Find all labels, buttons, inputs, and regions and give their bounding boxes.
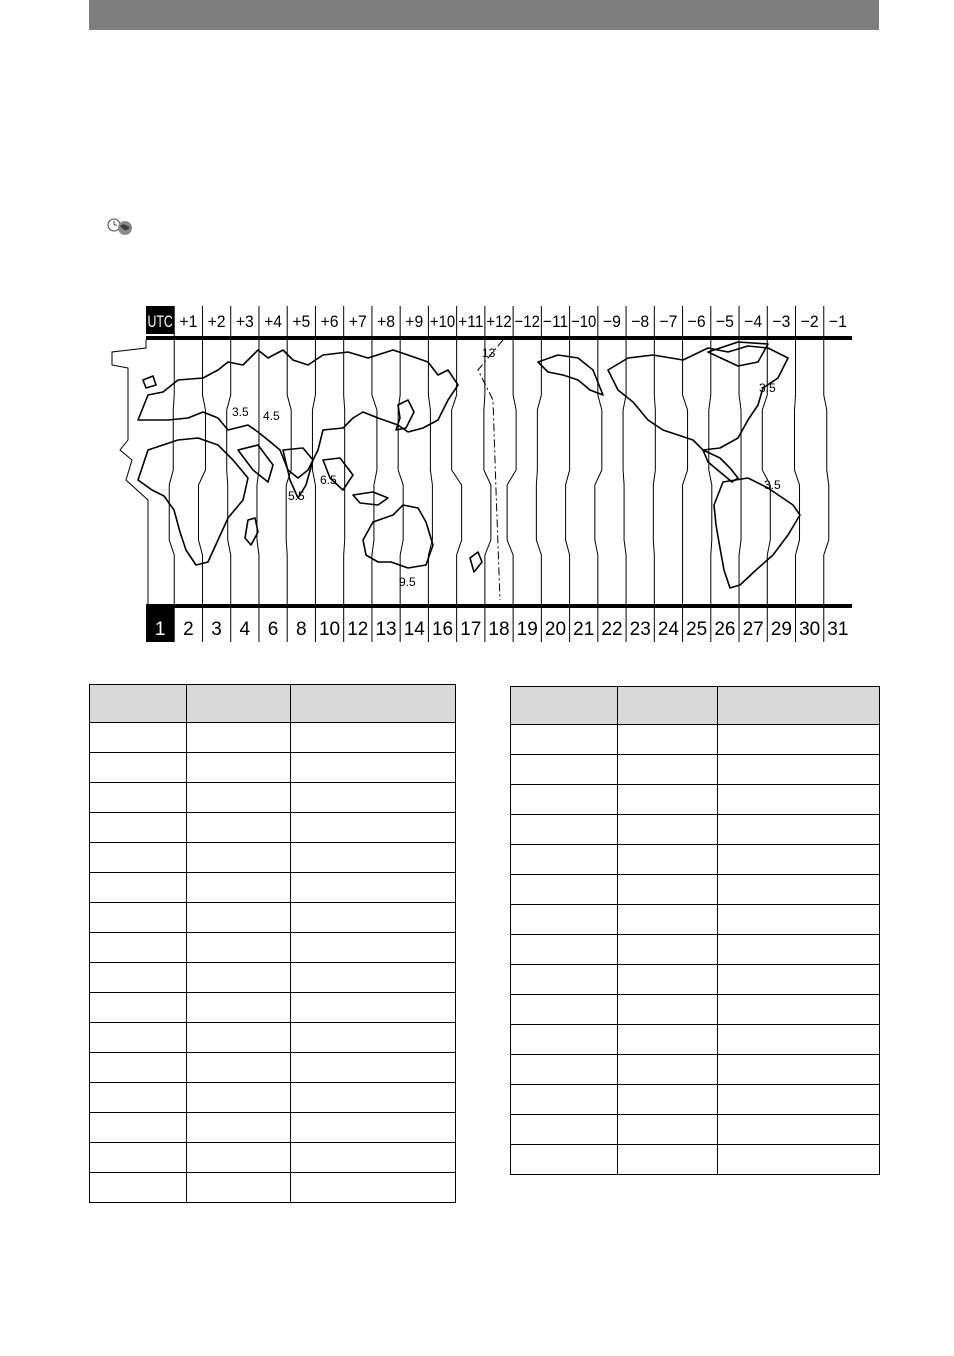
utc-offset-label: −3 (772, 312, 791, 331)
zone-boundary (595, 340, 602, 604)
table-cell (618, 935, 718, 965)
utc-offset-label: +6 (320, 312, 339, 331)
zone-boundary (683, 340, 688, 604)
table-cell (618, 1025, 718, 1055)
table-cell (718, 1145, 880, 1175)
area-code-label: 8 (296, 619, 307, 640)
table-cell (618, 755, 718, 785)
zone-boundary (824, 340, 829, 604)
area-code-label: 14 (403, 619, 425, 640)
utc-offset-label: −1 (828, 312, 847, 331)
table-row (90, 903, 456, 933)
table-cell (618, 965, 718, 995)
table-cell (187, 993, 291, 1023)
table-cell (511, 935, 618, 965)
table-row (90, 993, 456, 1023)
table-cell (187, 1173, 291, 1203)
utc-offset-label: −7 (659, 312, 678, 331)
zone-boundary (739, 340, 741, 604)
table-cell (187, 783, 291, 813)
table-cell (718, 1085, 880, 1115)
utc-offset-label: −11 (542, 312, 569, 331)
area-code-label: 12 (347, 619, 369, 640)
offset-note: 13 (482, 346, 496, 360)
area-code-label: 21 (573, 619, 595, 640)
zone-boundary (653, 340, 655, 604)
header-bar (89, 0, 879, 30)
table-header-cell (618, 687, 718, 725)
offset-note: 6.5 (320, 473, 337, 487)
zone-boundary (484, 340, 491, 604)
utc-offset-label: −6 (687, 312, 706, 331)
table-cell (90, 783, 187, 813)
zone-boundary (227, 340, 231, 604)
area-code-label: 23 (629, 619, 651, 640)
table-cell (618, 875, 718, 905)
table-cell (187, 1083, 291, 1113)
table-cell (90, 903, 187, 933)
table-cell (511, 1115, 618, 1145)
table-cell (187, 1023, 291, 1053)
table-cell (718, 815, 880, 845)
table-cell (618, 1115, 718, 1145)
table-cell (511, 725, 618, 755)
table-cell (291, 903, 456, 933)
table-cell (291, 753, 456, 783)
area-code-label: 3 (211, 619, 222, 640)
table-cell (291, 1113, 456, 1143)
table-cell (90, 1113, 187, 1143)
table-cell (291, 873, 456, 903)
table-cell (90, 1173, 187, 1203)
table-row (90, 1023, 456, 1053)
area-code-label: 17 (460, 619, 482, 640)
table-row (90, 813, 456, 843)
offset-note: 3.5 (764, 478, 781, 492)
table-row (511, 875, 880, 905)
area-code-label: 16 (431, 619, 454, 640)
table-row (511, 1115, 880, 1145)
table-cell (187, 933, 291, 963)
table-cell (291, 813, 456, 843)
table-cell (718, 1055, 880, 1085)
table-header-cell (718, 687, 880, 725)
zone-boundary (566, 340, 570, 604)
table-cell (718, 755, 880, 785)
zone-boundary (709, 340, 712, 604)
table-cell (90, 1053, 187, 1083)
table-row (511, 1025, 880, 1055)
area-code-label: 26 (714, 619, 736, 640)
table-cell (511, 965, 618, 995)
table-cell (291, 723, 456, 753)
world-time-icon (106, 218, 136, 236)
area-code-row (146, 608, 848, 642)
utc-offset-label: +1 (179, 312, 198, 331)
utc-offset-label: +4 (264, 312, 283, 331)
table-cell (90, 723, 187, 753)
table-cell (511, 1055, 618, 1085)
table-cell (187, 903, 291, 933)
zone-boundary (795, 340, 800, 604)
table-row (90, 1173, 456, 1203)
table-cell (187, 753, 291, 783)
table-cell (90, 753, 187, 783)
table-cell (90, 993, 187, 1023)
table-cell (291, 993, 456, 1023)
zone-boundary (507, 340, 516, 604)
table-cell (90, 873, 187, 903)
table-cell (618, 995, 718, 1025)
utc-offset-label: +2 (207, 312, 226, 331)
utc-offset-label: UTC (147, 312, 173, 331)
area-code-label: 29 (770, 619, 792, 640)
utc-offset-label: −4 (744, 312, 763, 331)
table-cell (291, 783, 456, 813)
table-cell (291, 843, 456, 873)
table-row (511, 1085, 880, 1115)
table-cell (718, 905, 880, 935)
table-cell (511, 995, 618, 1025)
table-cell (291, 1173, 456, 1203)
table-row (511, 905, 880, 935)
utc-offset-label: −2 (800, 312, 819, 331)
zone-boundary (169, 340, 174, 604)
area-code-label: 18 (488, 619, 510, 640)
table-cell (90, 1023, 187, 1053)
table-row (511, 785, 880, 815)
zone-boundary (344, 340, 345, 604)
utc-offset-label: −5 (715, 312, 734, 331)
offset-note: 3.5 (232, 405, 249, 419)
time-zone-table-right (510, 686, 880, 1175)
table-row (90, 753, 456, 783)
utc-offset-label: +5 (292, 312, 311, 331)
zone-boundary (452, 340, 462, 604)
table-cell (187, 963, 291, 993)
table-cell (511, 1025, 618, 1055)
table-cell (187, 843, 291, 873)
offset-note: 3.5 (759, 381, 776, 395)
table-row (511, 935, 880, 965)
table-row (511, 725, 880, 755)
zone-boundary (623, 340, 626, 604)
table-cell (718, 845, 880, 875)
area-code-label: 27 (742, 619, 764, 640)
table-row (511, 815, 880, 845)
table-header-cell (511, 687, 618, 725)
table-header-cell (90, 685, 187, 723)
table-cell (618, 815, 718, 845)
table-header-cell (187, 685, 291, 723)
utc-offset-label: +7 (348, 312, 367, 331)
table-cell (291, 1083, 456, 1113)
table-cell (291, 963, 456, 993)
table-row (90, 873, 456, 903)
area-code-label: 24 (657, 619, 680, 640)
table-row (90, 1083, 456, 1113)
table-cell (90, 813, 187, 843)
area-code-label: 2 (183, 619, 194, 640)
table-cell (618, 845, 718, 875)
zone-boundary (257, 340, 259, 604)
table-cell (90, 1143, 187, 1173)
table-cell (718, 725, 880, 755)
table-cell (511, 905, 618, 935)
utc-offset-label: +12 (486, 312, 512, 331)
area-code-label: 22 (601, 619, 623, 640)
table-cell (90, 933, 187, 963)
table-cell (618, 725, 718, 755)
table-cell (511, 875, 618, 905)
table-row (511, 995, 880, 1025)
table-cell (187, 873, 291, 903)
zone-boundary (428, 340, 432, 604)
table-cell (511, 1145, 618, 1175)
table-row (511, 1145, 880, 1175)
area-code-label: 25 (686, 619, 708, 640)
table-cell (718, 935, 880, 965)
table-cell (511, 785, 618, 815)
table-row (90, 723, 456, 753)
table-cell (618, 1085, 718, 1115)
utc-offset-label: +8 (377, 312, 396, 331)
area-code-label: 20 (544, 619, 567, 640)
offset-note: 5.5 (288, 489, 305, 503)
table-row (511, 1055, 880, 1085)
table-cell (718, 785, 880, 815)
area-code-label: 31 (827, 619, 849, 640)
table-cell (291, 933, 456, 963)
table-cell (718, 875, 880, 905)
table-cell (511, 845, 618, 875)
table-cell (187, 723, 291, 753)
world-outline (138, 342, 800, 588)
table-row (90, 933, 456, 963)
table-row (511, 965, 880, 995)
table-cell (618, 785, 718, 815)
table-cell (511, 755, 618, 785)
table-header-cell (291, 685, 456, 723)
table-row (90, 1053, 456, 1083)
zone-boundary (312, 340, 315, 604)
table-cell (618, 1145, 718, 1175)
utc-offset-label: −12 (514, 312, 540, 331)
table-cell (291, 1023, 456, 1053)
table-cell (618, 905, 718, 935)
utc-offset-label: −8 (631, 312, 650, 331)
table-cell (90, 1083, 187, 1113)
utc-offset-label: +9 (405, 312, 424, 331)
table-row (511, 845, 880, 875)
zone-boundary (372, 340, 377, 604)
table-cell (90, 963, 187, 993)
zone-boundary (536, 340, 541, 604)
table-cell (511, 815, 618, 845)
table-cell (90, 843, 187, 873)
table-row (90, 1143, 456, 1173)
table-cell (187, 1113, 291, 1143)
table-row (90, 783, 456, 813)
area-code-label: 19 (516, 619, 538, 640)
area-code-label: 6 (267, 619, 279, 640)
table-cell (187, 1053, 291, 1083)
time-zone-map (108, 300, 852, 644)
offset-note: 9.5 (399, 575, 416, 589)
area-code-label: 13 (375, 619, 397, 640)
area-code-label: 30 (799, 619, 821, 640)
utc-offset-label: +11 (458, 312, 484, 331)
table-cell (187, 1143, 291, 1173)
table-row (90, 843, 456, 873)
table-cell (291, 1053, 456, 1083)
utc-offset-label: +10 (429, 312, 456, 331)
table-cell (718, 965, 880, 995)
time-zone-table-left (89, 684, 456, 1203)
area-code-label: 1 (154, 619, 166, 640)
table-cell (511, 1085, 618, 1115)
table-cell (718, 995, 880, 1025)
table-cell (187, 813, 291, 843)
table-cell (618, 1055, 718, 1085)
utc-offset-label: −10 (571, 312, 597, 331)
area-code-label: 4 (239, 619, 251, 640)
table-row (90, 963, 456, 993)
utc-offset-label: −9 (602, 312, 621, 331)
offset-note: 4.5 (263, 409, 280, 423)
table-row (511, 755, 880, 785)
table-cell (291, 1143, 456, 1173)
table-row (90, 1113, 456, 1143)
offset-notes (232, 346, 781, 589)
table-cell (718, 1115, 880, 1145)
utc-offset-label: +3 (235, 312, 254, 331)
area-code-label: 10 (318, 619, 341, 640)
table-cell (718, 1025, 880, 1055)
